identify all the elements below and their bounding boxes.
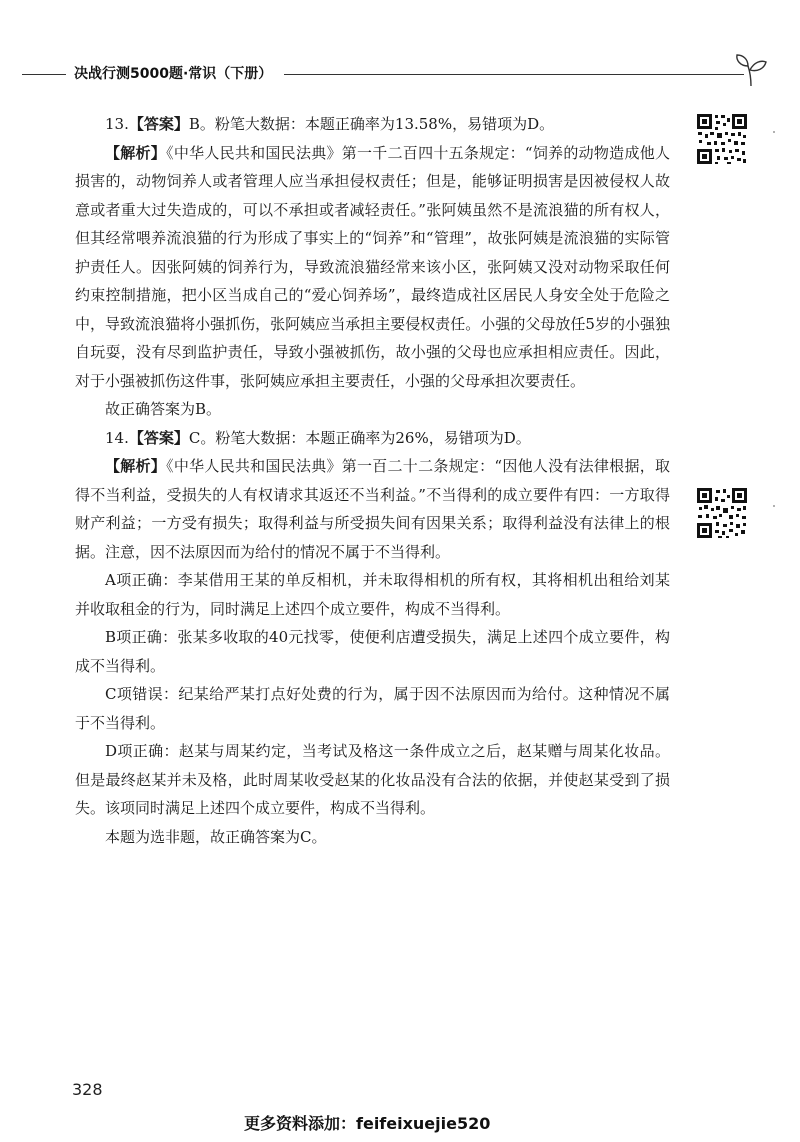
margin-mark (773, 505, 775, 507)
analysis-13: 【解析】《中华人民共和国民法典》第一千二百四十五条规定：“饲养的动物造成他人损害的，动物饲养人或者管理人应当承担侵权责任；但是，能够证明损害是因被侵权人故意或者重大过失造成的，可以不承担或者减轻责任。”张阿姨虽然不是流浪猫的所有权人，但其经常喂养流浪猫的行为形成了事实上的“饲养”和“管理”，故张阿姨是流浪猫的实际管护责任人。因张阿姨的饲养行为，导致流浪猫经常来该小区，张阿姨又没对动物采取任何约束控制措施，把小区当成自己的“爱心饲养场”，最终造成社区居民人身安全处于危险之中，导致流浪猫将小强抓伤，张阿姨应当承担主要侵权责任。小强的父母放任5岁的小强独自玩耍，没有尽到监护责任，导致小强被抓伤，故小强的父母也应承担相应责任。因此，对于小强被抓伤这件事，张阿姨应承担主要责任，小强的父母承担次要责任。 (75, 143, 670, 390)
margin-mark (773, 131, 775, 133)
header-rule-right (284, 74, 744, 75)
page-number: 328 (72, 1080, 103, 1099)
page-body (75, 110, 670, 851)
header-rule-left (22, 74, 66, 75)
qr-code-icon (696, 113, 748, 165)
option-b-explanation: B项正确：张某多收取的40元找零，使便利店遭受损失，满足上述四个成立要件，构成不当得利。 (75, 628, 670, 675)
leaf-icon (734, 52, 768, 88)
answer-14-line: 14.【答案】C。粉笔大数据：本题正确率为26%，易错项为D。 (105, 428, 531, 447)
conclusion-14: 本题为选非题，故正确答案为C。 (105, 827, 327, 846)
answer-13-line: 13.【答案】B。粉笔大数据：本题正确率为13.58%，易错项为D。 (105, 115, 555, 133)
option-a-explanation: A项正确：李某借用王某的单反相机，并未取得相机的所有权，其将相机出租给刘某并收取租金的行为，同时满足上述四个成立要件，构成不当得利。 (75, 571, 670, 618)
running-header (22, 58, 762, 88)
qr-code-icon (696, 487, 748, 539)
analysis-14: 【解析】《中华人民共和国民法典》第一百二十二条规定：“因他人没有法律根据，取得不当利益，受损失的人有权请求其返还不当利益。”不当得利的成立要件有四：一方取得财产利益；一方受有损失；取得利益与所受损失间有因果关系；取得利益没有法律上的根据。注意，因不法原因而为给付的情况不属于不当得利。 (75, 457, 670, 561)
conclusion-13: 故正确答案为B。 (105, 400, 222, 418)
footer-note: 更多资料添加：feifeixuejie520 (244, 1114, 491, 1133)
header-title: 决战行测5000题·常识（下册） (74, 66, 273, 82)
option-c-explanation: C项错误：纪某给严某打点好处费的行为，属于因不法原因而为给付。这种情况不属于不当得利。 (75, 685, 670, 732)
option-d-explanation: D项正确：赵某与周某约定，当考试及格这一条件成立之后，赵某赠与周某化妆品。但是最终赵某并未及格，此时周某收受赵某的化妆品没有合法的依据，并使赵某受到了损失。该项同时满足上述四个成立要件，构成不当得利。 (75, 742, 670, 817)
